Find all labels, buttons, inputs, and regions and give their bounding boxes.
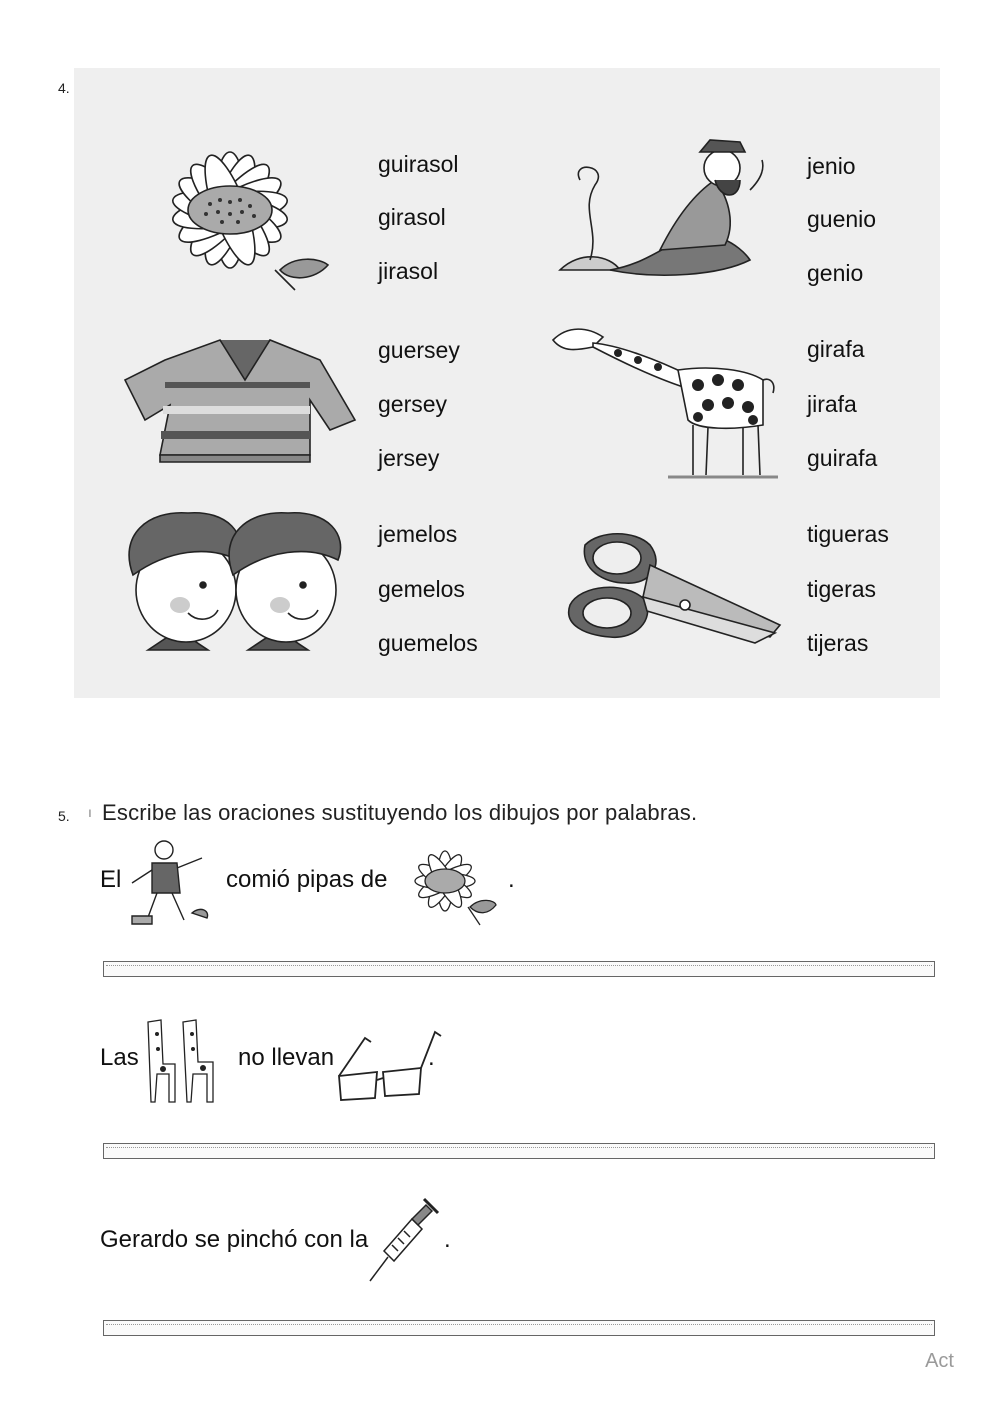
sentence-2-part-3: . <box>428 1044 435 1071</box>
sentence-1-part-3: . <box>508 866 515 893</box>
answer-line-1[interactable] <box>103 961 935 977</box>
option-word[interactable]: girasol <box>378 204 446 230</box>
syringe-picture <box>368 1195 443 1285</box>
option-word[interactable]: jemelos <box>378 521 458 547</box>
option-word[interactable]: guirasol <box>378 151 459 177</box>
option-word[interactable]: gersey <box>378 391 448 417</box>
sentence-2-part-1: Las <box>100 1044 139 1071</box>
sentence-1-part-1: El <box>100 866 122 893</box>
option-word[interactable]: guemelos <box>378 630 478 656</box>
exercise-5-instruction: Escribe las oraciones sustituyendo los dibujos por palabras. <box>102 800 698 825</box>
sentence-1-part-2: comió pipas de <box>226 866 388 893</box>
genie-picture <box>550 130 780 290</box>
option-word[interactable]: jersey <box>378 445 440 471</box>
exercise-4-number: 4. <box>58 80 70 96</box>
footer-label: Act <box>925 1350 954 1372</box>
option-word[interactable]: jirasol <box>378 258 439 284</box>
option-word[interactable]: genio <box>807 260 864 286</box>
sentence-2-part-2: no llevan <box>238 1044 335 1071</box>
option-word[interactable]: tigueras <box>807 521 889 547</box>
sentence-3-part-1: Gerardo se pinchó con la <box>100 1226 369 1253</box>
option-word[interactable]: tigeras <box>807 576 877 602</box>
sweater-picture <box>125 330 360 470</box>
answer-line-2[interactable] <box>103 1143 935 1159</box>
giraffe-picture <box>548 315 783 485</box>
option-word[interactable]: gemelos <box>378 576 465 602</box>
twins-picture <box>108 505 358 670</box>
exercise-5-number: 5. <box>58 808 70 824</box>
walking-man-picture <box>122 838 217 928</box>
answer-line-3[interactable] <box>103 1320 935 1336</box>
sentence-3-part-2: . <box>444 1226 451 1253</box>
option-word[interactable]: girafa <box>807 336 865 362</box>
option-word[interactable]: jenio <box>807 153 856 179</box>
option-word[interactable]: tijeras <box>807 630 869 656</box>
option-word[interactable]: guirafa <box>807 445 878 471</box>
option-word[interactable]: guersey <box>378 337 460 363</box>
option-word[interactable]: jirafa <box>807 391 857 417</box>
sunflower-picture <box>130 140 350 300</box>
scissors-picture <box>555 525 785 665</box>
option-word[interactable]: guenio <box>807 206 877 232</box>
exercise-5-marker: ı <box>88 804 92 820</box>
two-giraffes-picture <box>143 1014 233 1106</box>
small-sunflower-picture <box>400 845 500 927</box>
